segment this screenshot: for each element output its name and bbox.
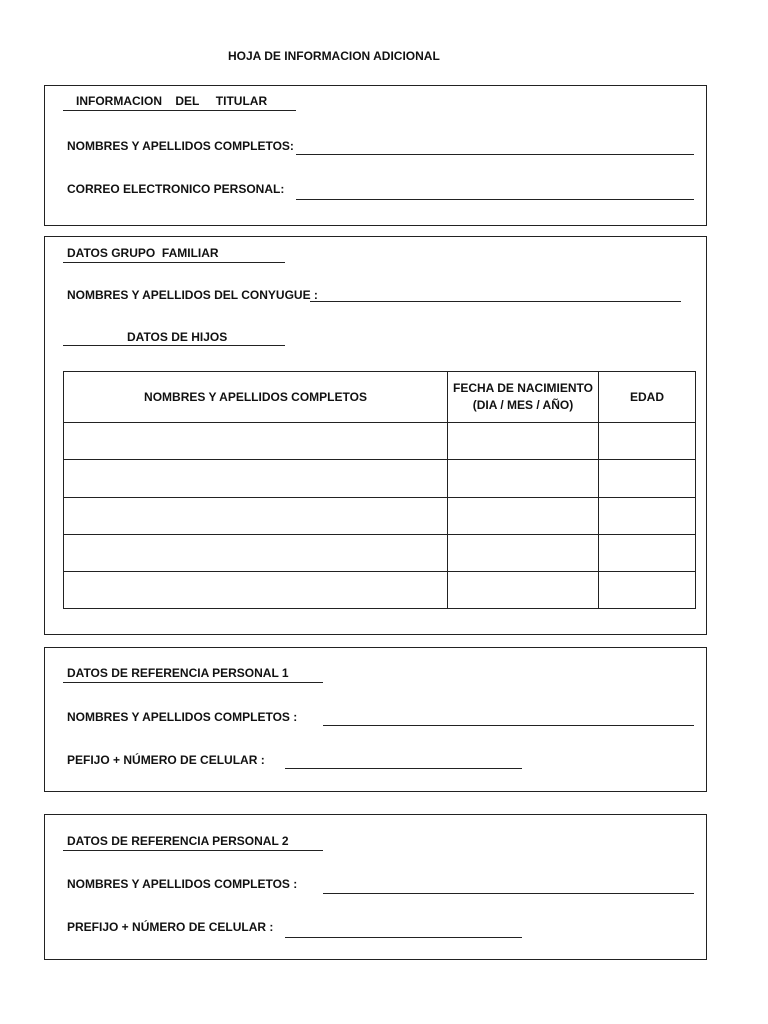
hijos-table: [63, 371, 696, 609]
cell-nombres[interactable]: [64, 423, 448, 460]
ref2-heading-underline: [63, 850, 323, 851]
cell-fecha[interactable]: [448, 423, 599, 460]
titular-nombres-line: [296, 154, 694, 155]
ref2-heading: DATOS DE REFERENCIA PERSONAL 2: [67, 834, 289, 848]
familia-heading-underline: [63, 262, 285, 263]
table-row: [64, 571, 696, 608]
conyugue-label: NOMBRES Y APELLIDOS DEL CONYUGUE :: [67, 288, 318, 302]
ref2-nombres-label: NOMBRES Y APELLIDOS COMPLETOS :: [67, 877, 298, 891]
cell-nombres[interactable]: [64, 571, 448, 608]
cell-fecha[interactable]: [448, 571, 599, 608]
ref1-nombres-line: [323, 725, 694, 726]
cell-edad[interactable]: [599, 460, 696, 497]
ref2-nombres-line: [323, 893, 694, 894]
table-row: [64, 423, 696, 460]
ref1-celular-label: PEFIJO + NÚMERO DE CELULAR :: [67, 753, 265, 767]
ref1-heading-underline: [63, 682, 323, 683]
col-nombres-header: NOMBRES Y APELLIDOS COMPLETOS: [64, 372, 448, 423]
cell-edad[interactable]: [599, 534, 696, 571]
titular-correo-label: CORREO ELECTRONICO PERSONAL:: [67, 182, 285, 196]
ref1-celular-line: [285, 768, 522, 769]
cell-nombres[interactable]: [64, 534, 448, 571]
hijos-table-header: [64, 372, 696, 423]
titular-correo-line: [296, 199, 694, 200]
conyugue-line: [310, 301, 681, 302]
col-edad-header: EDAD: [599, 372, 696, 423]
hijos-heading: DATOS DE HIJOS: [127, 330, 228, 344]
titular-heading: INFORMACION DEL TITULAR: [76, 94, 268, 108]
titular-heading-underline: [63, 110, 296, 111]
cell-edad[interactable]: [599, 571, 696, 608]
cell-fecha[interactable]: [448, 497, 599, 534]
table-row: [64, 460, 696, 497]
cell-edad[interactable]: [599, 497, 696, 534]
hijos-heading-underline: [63, 345, 285, 346]
cell-fecha[interactable]: [448, 534, 599, 571]
familia-heading: DATOS GRUPO FAMILIAR: [67, 246, 219, 260]
ref1-heading: DATOS DE REFERENCIA PERSONAL 1: [67, 666, 289, 680]
ref2-celular-line: [285, 937, 522, 938]
cell-nombres[interactable]: [64, 460, 448, 497]
ref2-celular-label: PREFIJO + NÚMERO DE CELULAR :: [67, 920, 274, 934]
table-row: [64, 497, 696, 534]
cell-nombres[interactable]: [64, 497, 448, 534]
cell-fecha[interactable]: [448, 460, 599, 497]
table-row: [64, 534, 696, 571]
col-fecha-header: FECHA DE NACIMIENTO (DIA / MES / AÑO): [448, 372, 599, 423]
ref1-nombres-label: NOMBRES Y APELLIDOS COMPLETOS :: [67, 710, 298, 724]
cell-edad[interactable]: [599, 423, 696, 460]
titular-nombres-label: NOMBRES Y APELLIDOS COMPLETOS:: [67, 139, 294, 153]
page-title: HOJA DE INFORMACION ADICIONAL: [228, 49, 440, 63]
